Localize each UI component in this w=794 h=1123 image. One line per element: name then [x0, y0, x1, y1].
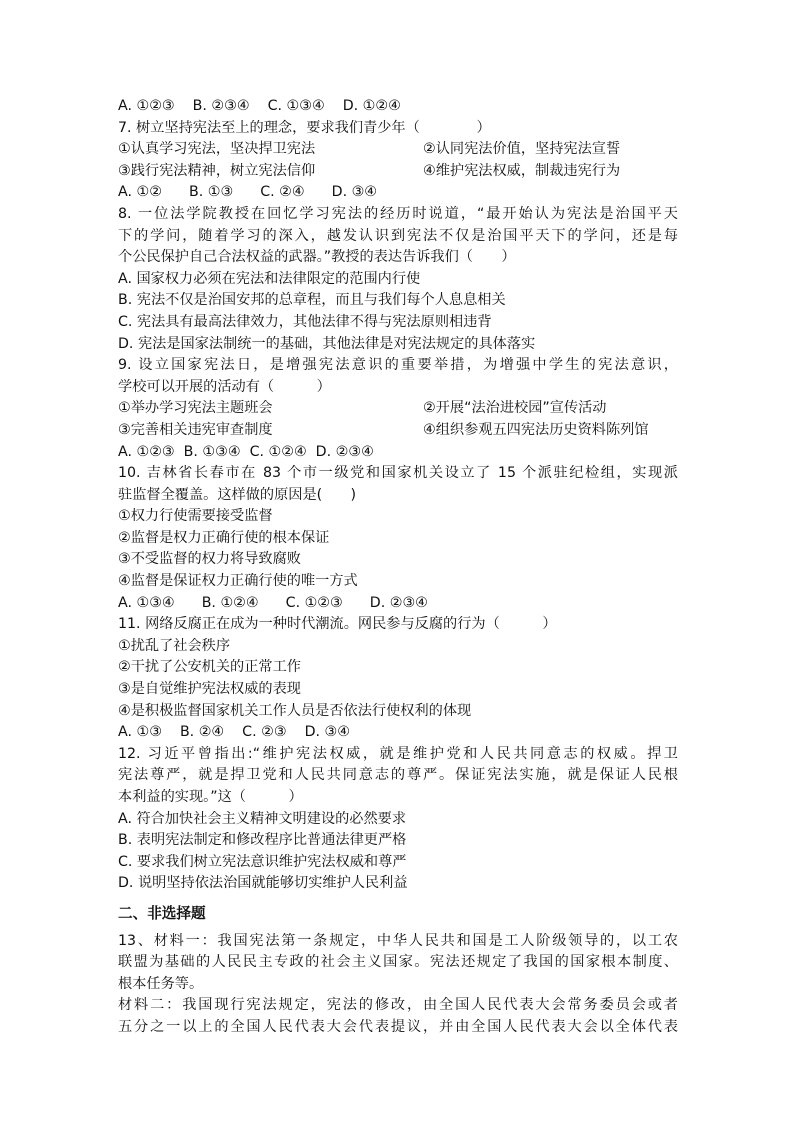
- q9-option-4: ④组织参观五四宪法历史资料陈列馆: [423, 421, 649, 438]
- q10-stem-line-2: 驻监督全覆盖。这样做的原因是( ): [118, 486, 357, 503]
- q8-stem-line-3: 个公民保护自己合法权益的武器。”教授的表达告诉我们（ ）: [118, 249, 516, 266]
- q13-line-5: 五分之一以上的全国人民代表大会代表提议，并由全国人民代表大会以全体代表: [118, 1018, 678, 1035]
- q11-answers: A. ①③ B. ②④ C. ②③ D. ③④: [118, 724, 350, 741]
- q9-options-row-2: [118, 420, 678, 442]
- q7-option-1: ①认真学习宪法，坚决捍卫宪法: [118, 141, 316, 158]
- q12-stem-line-2: 宪法尊严，就是捍卫党和人民共同意志的尊严。保证宪法实施，就是保证人民根: [118, 767, 678, 784]
- q9-answers: A. ①②③ B. ①③④ C. ①②④ D. ②③④: [118, 443, 374, 460]
- q10-answers: A. ①③④ B. ①②④ C. ①②③ D. ②③④: [118, 594, 428, 611]
- q11-stem: 11. 网络反腐正在成为一种时代潮流。网民参与反腐的行为（ ）: [118, 616, 557, 633]
- q8-stem-line-1: 8. 一位法学院教授在回忆学习宪法的经历时说道，“最开始认为宪法是治国平天: [118, 205, 678, 222]
- q13-line-3: 根本任务等。: [118, 975, 204, 992]
- q8-option-c: C. 宪法具有最高法律效力，其他法律不得与宪法原则相违背: [118, 313, 492, 330]
- q11-option-2: ②干扰了公安机关的正常工作: [118, 659, 301, 676]
- q7-answers: A. ①② B. ①③ C. ②④ D. ③④: [118, 184, 378, 201]
- q8-option-d: D. 宪法是国家法制统一的基础，其他法律是对宪法规定的具体落实: [118, 335, 536, 352]
- q7-options-row-2: [118, 161, 678, 183]
- q12-option-c: C. 要求我们树立宪法意识维护宪法权威和尊严: [118, 853, 407, 870]
- q9-stem-line-1: 9. 设立国家宪法日，是增强宪法意识的重要举措，为增强中学生的宪法意识，: [118, 357, 678, 374]
- q10-option-3: ③不受监督的权力将导致腐败: [118, 551, 301, 568]
- q9-option-3: ③完善相关违宪审查制度: [118, 421, 273, 438]
- q7-option-4: ④维护宪法权威，制裁违宪行为: [423, 162, 621, 179]
- q8-option-b: B. 宪法不仅是治国安邦的总章程，而且与我们每个人息息相关: [118, 292, 506, 309]
- q13-line-2: 联盟为基础的人民民主专政的社会主义国家。宪法还规定了我国的国家根本制度、: [118, 954, 678, 971]
- exam-page-content: [118, 96, 678, 1039]
- q7-option-2: ②认同宪法价值，坚持宪法宣誓: [423, 141, 621, 158]
- section-heading-non-choice: 二、非选择题: [118, 904, 206, 922]
- q12-option-b: B. 表明宪法制定和修改程序比普通法律更严格: [118, 832, 407, 849]
- q9-option-1: ①举办学习宪法主题班会: [118, 400, 273, 417]
- q10-option-1: ①权力行使需要接受监督: [118, 508, 273, 525]
- q12-stem-line-1: 12. 习近平曾指出:“维护宪法权威，就是维护党和人民共同意志的权威。捍卫: [118, 745, 678, 762]
- q9-option-2: ②开展“法治进校园”宣传活动: [423, 400, 607, 417]
- q10-option-4: ④监督是保证权力正确行使的唯一方式: [118, 573, 358, 590]
- q7-options-row-1: [118, 139, 678, 161]
- q7-stem: 7. 树立坚持宪法至上的理念，要求我们青少年（ ）: [118, 119, 491, 136]
- q12-stem-line-3: 本利益的实现。”这（ ）: [118, 789, 303, 805]
- q9-stem-line-2: 学校可以开展的活动有（ ）: [118, 378, 331, 395]
- q12-option-d: D. 说明坚持依法治国就能够切实维护人民利益: [118, 875, 408, 892]
- q9-options-row-1: [118, 398, 678, 420]
- q13-line-1: 13、材料一：我国宪法第一条规定，中华人民共和国是工人阶级领导的，以工农: [118, 932, 678, 949]
- q7-option-3: ③践行宪法精神，树立宪法信仰: [118, 162, 316, 179]
- q8-option-a: A. 国家权力必须在宪法和法律限定的范围内行使: [118, 270, 421, 287]
- q10-option-2: ②监督是权力正确行使的根本保证: [118, 529, 330, 546]
- q10-stem-line-1: 10. 吉林省长春市在 83 个市一级党和国家机关设立了 15 个派驻纪检组，实现派: [118, 465, 678, 482]
- q11-option-3: ③是自觉维护宪法权威的表现: [118, 681, 301, 698]
- q11-option-4: ④是积极监督国家机关工作人员是否依法行使权利的体现: [118, 702, 472, 719]
- q11-option-1: ①扰乱了社会秩序: [118, 637, 231, 654]
- q13-line-4: 材料二：我国现行宪法规定，宪法的修改，由全国人民代表大会常务委员会或者: [118, 997, 678, 1014]
- q12-option-a: A. 符合加快社会主义精神文明建设的必然要求: [118, 810, 407, 827]
- q8-stem-line-2: 下的学问，随着学习的深入，越发认识到宪法不仅是治国平天下的学问，还是每: [118, 227, 678, 244]
- q6-options: A. ①②③ B. ②③④ C. ①③④ D. ①②④: [118, 98, 401, 114]
